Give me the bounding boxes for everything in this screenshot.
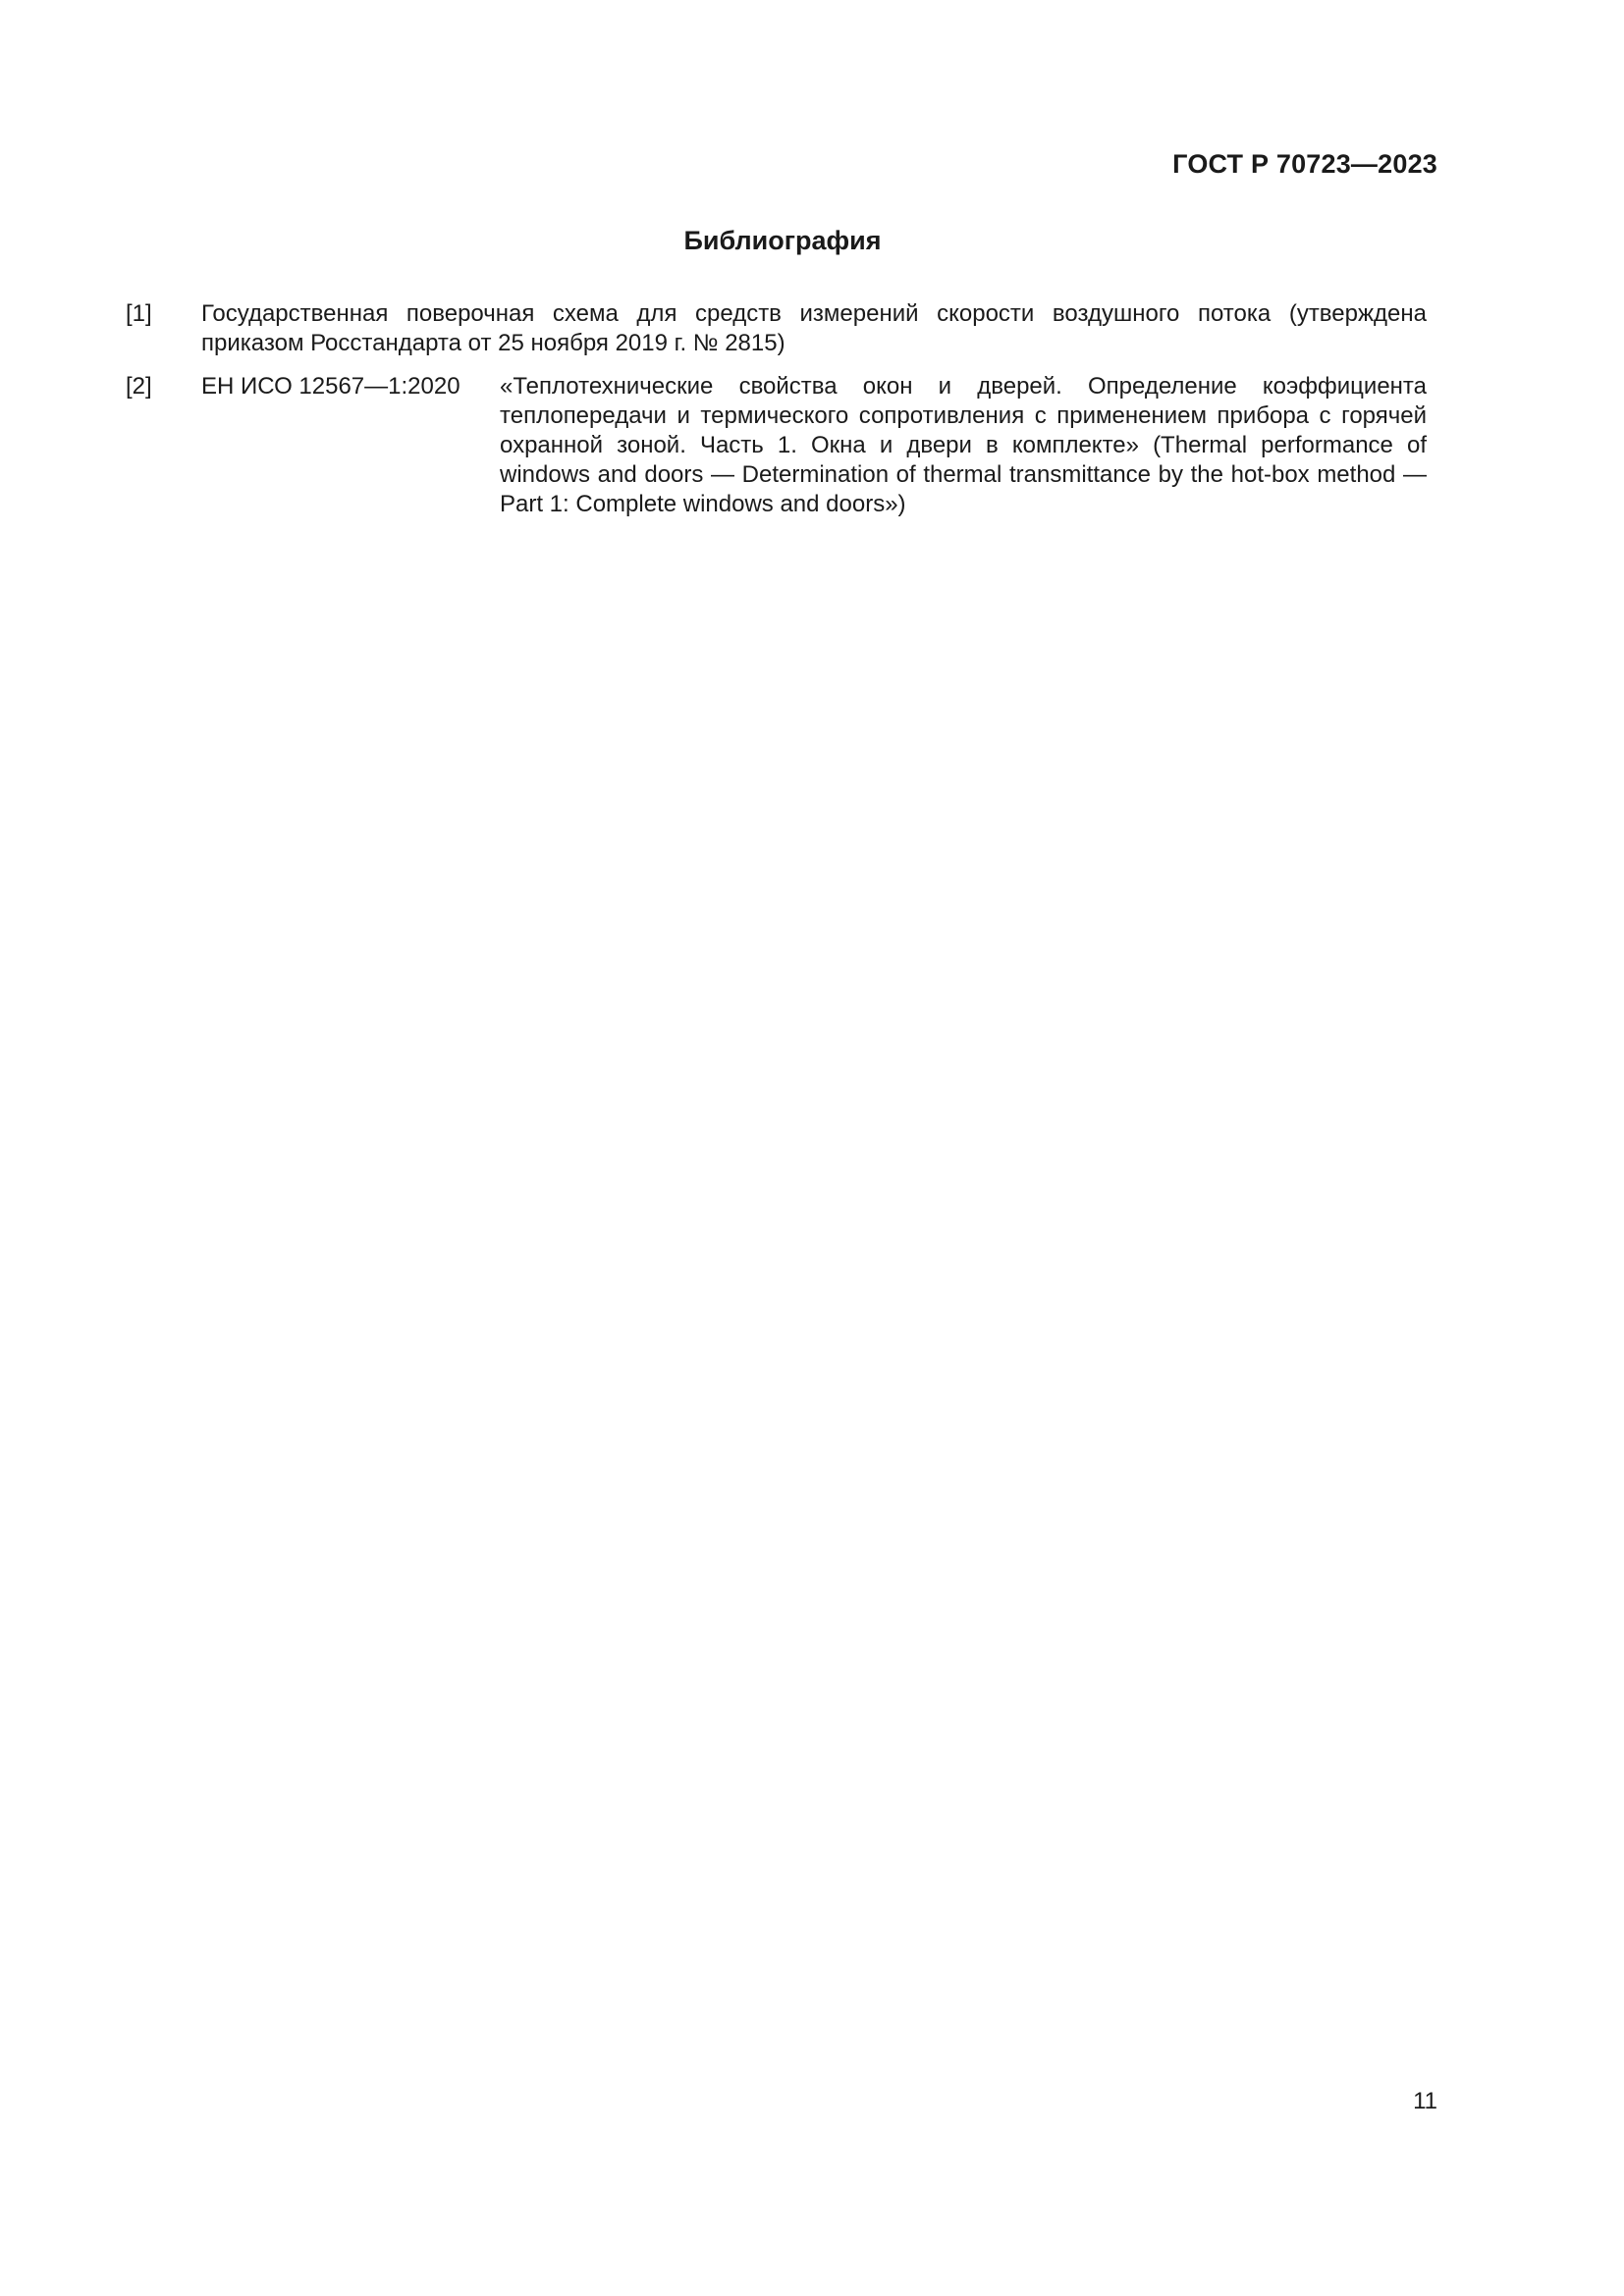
bibliography-entry bbox=[126, 299, 1427, 358]
bibliography-entry bbox=[126, 372, 1427, 519]
document-header-standard-id: ГОСТ Р 70723—2023 bbox=[1172, 149, 1437, 179]
bibliography-entry-text: Государственная поверочная схема для средств измерений скорости воздушного потока (утверждена приказом Росстандарта от 25 ноября 2019 г. № 2815) bbox=[201, 300, 1427, 356]
bibliography-entry-number: [1] bbox=[126, 300, 152, 327]
bibliography-list bbox=[126, 299, 1427, 533]
section-title: Библиография bbox=[683, 226, 882, 255]
bibliography-entry-text: «Теплотехнические свойства окон и дверей. Определение коэффициента теплопередачи и термического сопротивления с применением прибора с горячей охранной зоной. Часть 1. Окна и двери в комплекте» (Thermal performance of windows and doors — Determination of thermal transmittance by the hot-box method — Part 1: Complete windows and doors») bbox=[500, 373, 1427, 517]
bibliography-entry-number: [2] bbox=[126, 373, 152, 400]
bibliography-entry-code: ЕН ИСО 12567—1:2020 bbox=[201, 373, 460, 400]
page-number: 11 bbox=[1413, 2088, 1437, 2114]
